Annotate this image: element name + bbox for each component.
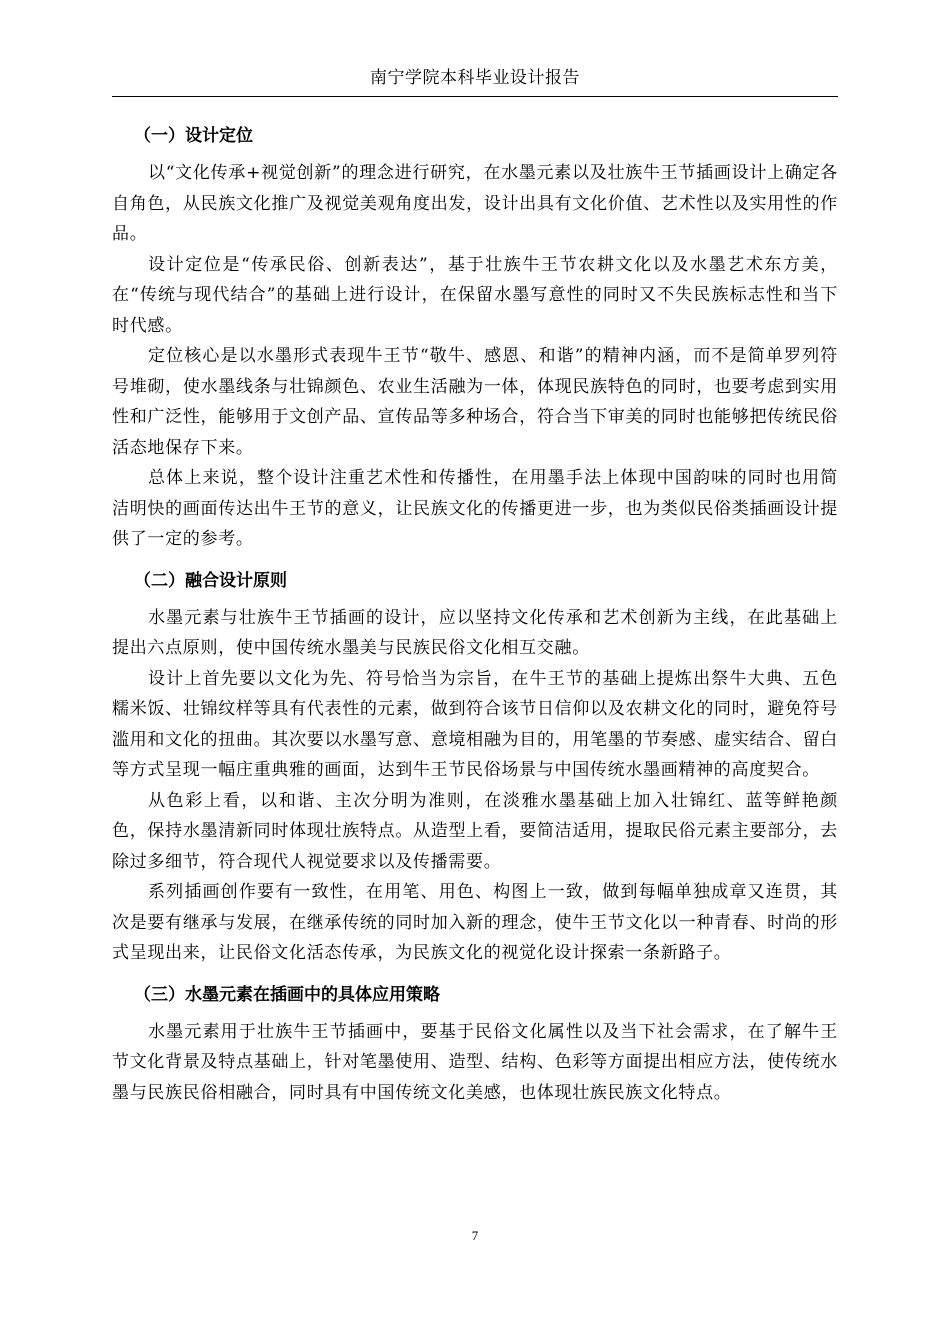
paragraph: 设计上首先要以文化为先、符号恰当为宗旨，在牛王节的基础上提炼出祭牛大典、五色糯米饭、壮锦纹样等具有代表性的元素，做到符合该节日信仰以及农耕文化的同时，避免符号滥用和文化的扭曲。其次要以水墨写意、意境相融为目的，用笔墨的节奏感、虚实结合、留白等方式呈现一幅庄重典雅的画面，达到牛王节民俗场景与中国传统水墨画精神的高度契合。 <box>112 668 838 780</box>
body-text <box>112 110 838 1108</box>
section-heading: （二）融合设计原则 <box>134 570 287 591</box>
section-heading: （三）水墨元素在插画中的具体应用策略 <box>134 984 440 1005</box>
paragraph: 水墨元素与壮族牛王节插画的设计，应以坚持文化传承和艺术创新为主线，在此基础上提出六点原则，使中国传统水墨美与民族民俗文化相互交融。 <box>112 607 838 658</box>
header-rule <box>112 96 838 97</box>
paragraph: 从色彩上看，以和谐、主次分明为准则，在淡雅水墨基础上加入壮锦红、蓝等鲜艳颜色，保持水墨清新同时体现壮族特点。从造型上看，要简洁适用，提取民俗元素主要部分，去除过多细节，符合现代人视觉要求以及传播需要。 <box>112 790 838 872</box>
running-header: 南宁学院本科毕业设计报告 <box>370 68 580 88</box>
section-heading: （一）设计定位 <box>134 126 253 146</box>
paragraph: 设计定位是“传承民俗、创新表达”，基于壮族牛王节农耕文化以及水墨艺术东方美，在“传统与现代结合”的基础上进行设计，在保留水墨写意性的同时又不失民族标志性和当下时代感。 <box>112 254 838 336</box>
paragraph: 以“文化传承+视觉创新”的理念进行研究，在水墨元素以及壮族牛王节插画设计上确定各自角色，从民族文化推广及视觉美观角度出发，设计出具有文化价值、艺术性以及实用性的作品。 <box>112 163 838 244</box>
paragraph: 定位核心是以水墨形式表现牛王节“敬牛、感恩、和谐”的精神内涵，而不是简单罗列符号堆砌，使水墨线条与壮锦颜色、农业生活融为一体，体现民族特色的同时，也要考虑到实用性和广泛性，能够用于文创产品、宣传品等多种场合，符合当下审美的同时也能够把传统民俗活态地保存下来。 <box>112 346 838 458</box>
paragraph: 总体上来说，整个设计注重艺术性和传播性，在用墨手法上体现中国韵味的同时也用简洁明快的画面传达出牛王节的意义，让民族文化的传播更进一步，也为类似民俗类插画设计提供了一定的参考。 <box>112 468 838 549</box>
paragraph: 系列插画创作要有一致性，在用笔、用色、构图上一致，做到每幅单独成章又连贯，其次是要有继承与发展，在继承传统的同时加入新的理念，使牛王节文化以一种青春、时尚的形式呈现出来，让民俗文化活态传承，为民族文化的视觉化设计探索一条新路子。 <box>112 882 838 963</box>
paragraph: 水墨元素用于壮族牛王节插画中，要基于民俗文化属性以及当下社会需求，在了解牛王节文化背景及特点基础上，针对笔墨使用、造型、结构、色彩等方面提出相应方法，使传统水墨与民族民俗相融合，同时具有中国传统文化美感，也体现壮族民族文化特点。 <box>112 1021 838 1103</box>
page-number: 7 <box>471 1228 479 1243</box>
